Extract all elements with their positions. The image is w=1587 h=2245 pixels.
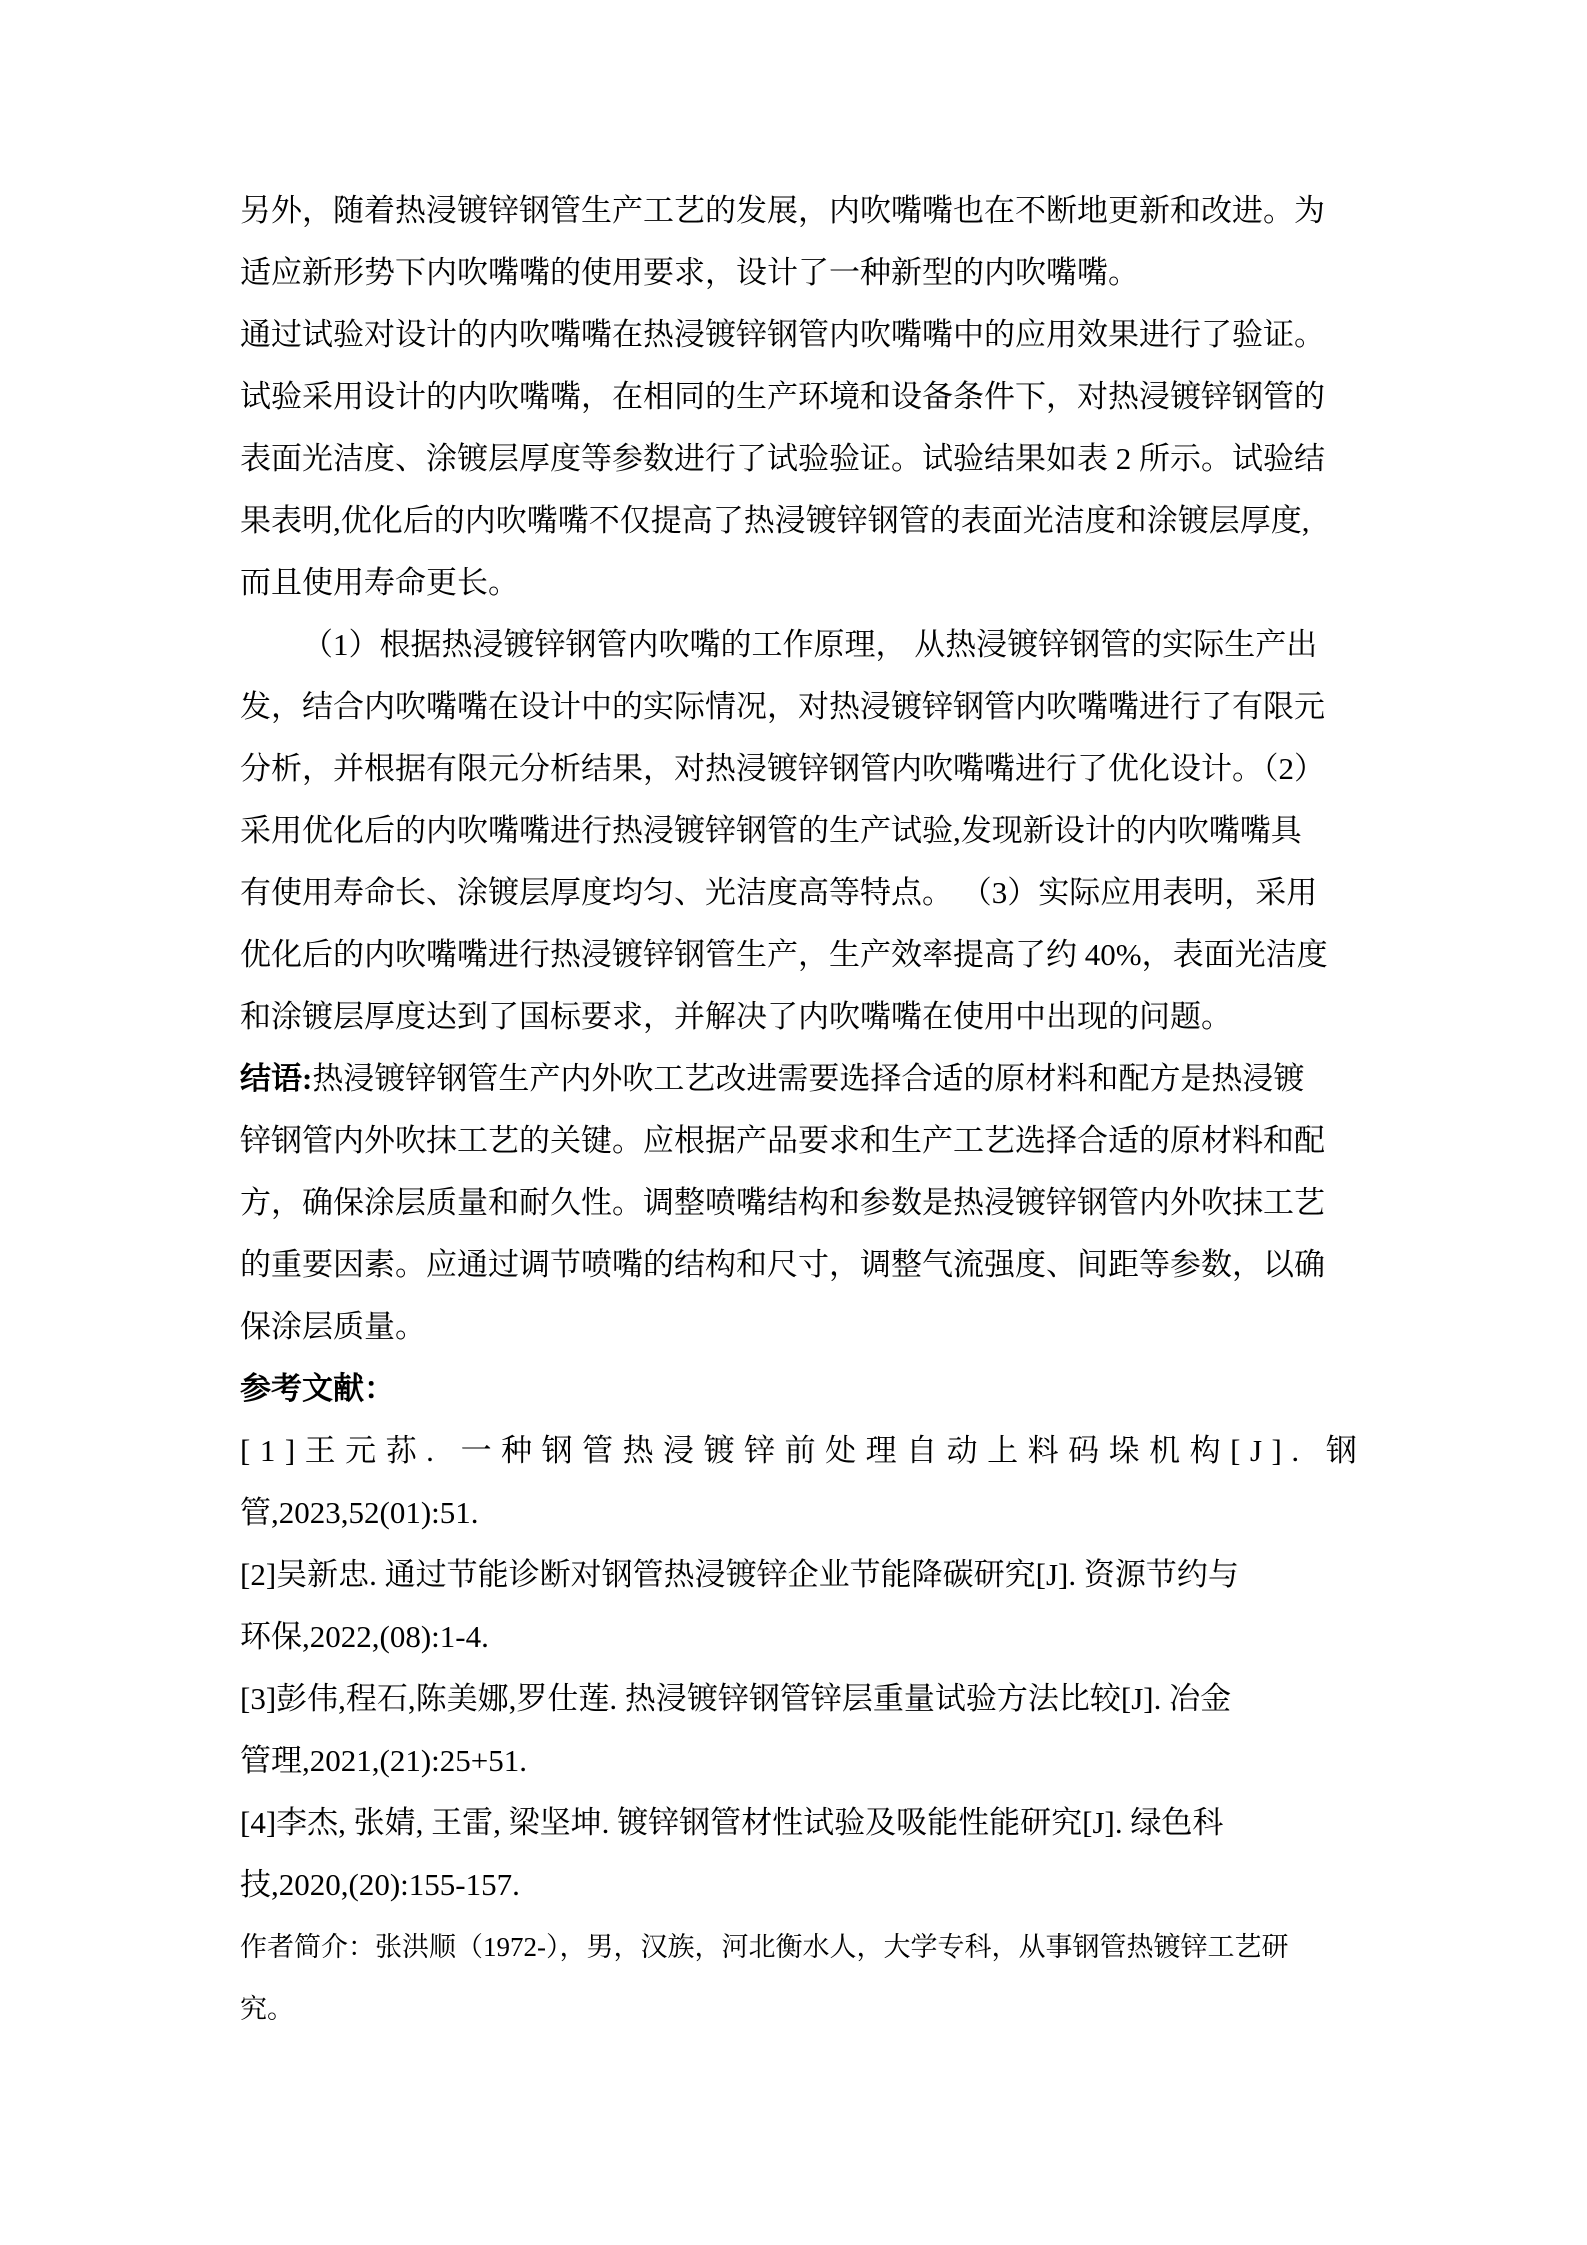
body-line-10: 分析，并根据有限元分析结果，对热浸镀锌钢管内吹嘴嘴进行了优化设计。（2） (240, 751, 1325, 786)
body-line-11: 采用优化后的内吹嘴嘴进行热浸镀锌钢管的生产试验,发现新设计的内吹嘴嘴具 (240, 813, 1302, 848)
reference-1-line-2: 管,2023,52(01):51. (240, 1495, 479, 1530)
body-line-13: 优化后的内吹嘴嘴进行热浸镀锌钢管生产，生产效率提高了约 40%，表面光洁度 (240, 937, 1328, 972)
reference-3-line-2: 管理,2021,(21):25+51. (240, 1743, 527, 1778)
reference-2-line-2: 环保,2022,(08):1-4. (240, 1619, 489, 1654)
author-bio-line-2: 究。 (240, 1994, 294, 2024)
conclusion-label: 结语: (240, 1061, 313, 1096)
body-line-5: 表面光洁度、涂镀层厚度等参数进行了试验验证。试验结果如表 2 所示。试验结 (240, 441, 1325, 476)
reference-4-line-1: [4]李杰, 张婧, 王雷, 梁坚坤. 镀锌钢管材性试验及吸能性能研究[J]. 绿色科 (240, 1805, 1224, 1840)
conclusion-line-4: 的重要因素。应通过调节喷嘴的结构和尺寸，调整气流强度、间距等参数，以确 (240, 1247, 1325, 1282)
body-line-9: 发，结合内吹嘴嘴在设计中的实际情况，对热浸镀锌钢管内吹嘴嘴进行了有限元 (240, 689, 1325, 724)
reference-4-line-2: 技,2020,(20):155-157. (240, 1867, 520, 1902)
references-heading: 参考文献： (240, 1371, 395, 1406)
body-line-12: 有使用寿命长、涂镀层厚度均匀、光洁度高等特点。 （3）实际应用表明，采用 (240, 875, 1318, 910)
body-line-14: 和涂镀层厚度达到了国标要求，并解决了内吹嘴嘴在使用中出现的问题。 (240, 999, 1232, 1034)
reference-2-line-1: [2]吴新忠. 通过节能诊断对钢管热浸镀锌企业节能降碳研究[J]. 资源节约与 (240, 1557, 1239, 1592)
body-line-8-numbered-point: （1）根据热浸镀锌钢管内吹嘴的工作原理， 从热浸镀锌钢管的实际生产出 (302, 627, 1318, 662)
body-line-1: 另外，随着热浸镀锌钢管生产工艺的发展，内吹嘴嘴也在不断地更新和改进。为 (240, 193, 1325, 228)
body-line-7: 而且使用寿命更长。 (240, 565, 519, 600)
body-line-3: 通过试验对设计的内吹嘴嘴在热浸镀锌钢管内吹嘴嘴中的应用效果进行了验证。 (240, 317, 1325, 352)
body-line-4: 试验采用设计的内吹嘴嘴，在相同的生产环境和设备条件下，对热浸镀锌钢管的 (240, 379, 1325, 414)
body-line-2: 适应新形势下内吹嘴嘴的使用要求，设计了一种新型的内吹嘴嘴。 (240, 255, 1139, 290)
reference-1-line-1: [1]王元荪. 一种钢管热浸镀锌前处理自动上料码垛机构[J]. 钢 (240, 1433, 1367, 1468)
reference-3-line-1: [3]彭伟,程石,陈美娜,罗仕莲. 热浸镀锌钢管锌层重量试验方法比较[J]. 冶金 (240, 1681, 1232, 1716)
author-bio-line-1: 作者简介：张洪顺（1972-），男，汉族，河北衡水人，大学专科，从事钢管热镀锌工艺研 (240, 1932, 1289, 1962)
conclusion-line-5: 保涂层质量。 (240, 1309, 426, 1344)
conclusion-line-2: 锌钢管内外吹抹工艺的关键。应根据产品要求和生产工艺选择合适的原材料和配 (240, 1123, 1325, 1158)
conclusion-line-3: 方，确保涂层质量和耐久性。调整喷嘴结构和参数是热浸镀锌钢管内外吹抹工艺 (240, 1185, 1325, 1220)
conclusion-line-1 (240, 1048, 1347, 1110)
conclusion-text: 热浸镀锌钢管生产内外吹工艺改进需要选择合适的原材料和配方是热浸镀 (312, 1061, 1305, 1096)
body-line-6: 果表明,优化后的内吹嘴嘴不仅提高了热浸镀锌钢管的表面光洁度和涂镀层厚度, (240, 503, 1310, 538)
